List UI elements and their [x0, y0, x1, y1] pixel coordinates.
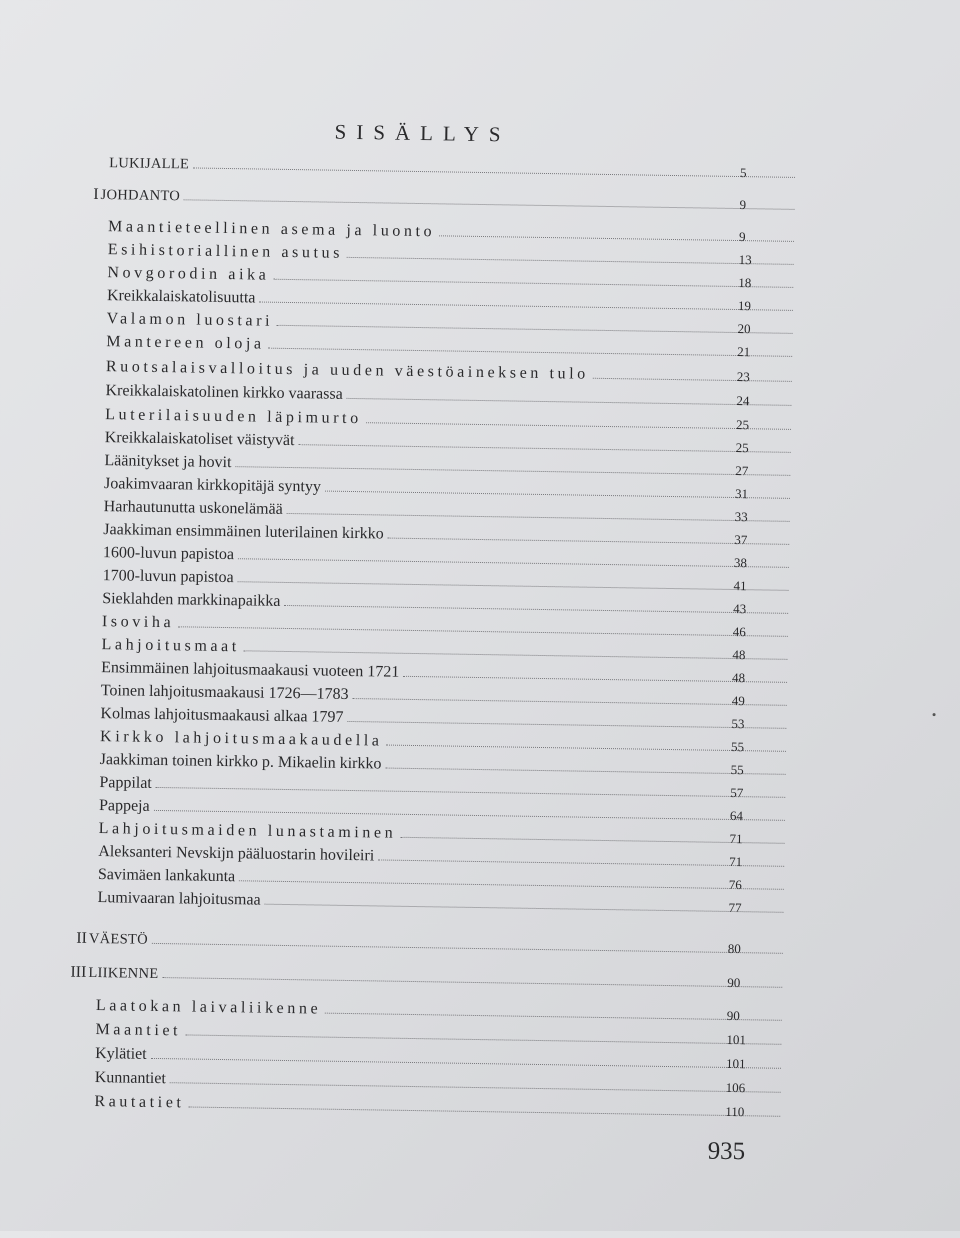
- toc-entry-title: JOHDANTO: [100, 187, 181, 205]
- toc-page-number: 64: [729, 807, 744, 824]
- dot-leader: [325, 1013, 782, 1021]
- toc-entry-title: Mantereen oloja: [106, 333, 265, 353]
- toc-page-number: 90: [726, 1007, 740, 1024]
- toc-entry-title: Ensimmäinen lahjoitusmaakausi vuoteen 1721: [101, 659, 400, 681]
- toc-page-number: 38: [733, 554, 748, 571]
- toc-entry-title: 1700-luvun papistoa: [102, 567, 234, 587]
- toc-page-number: 33: [734, 509, 748, 525]
- toc-entry-title: Kreikkalaiskatolisuutta: [106, 287, 256, 307]
- toc-page-number: 55: [730, 761, 744, 778]
- toc-entry-title: Aleksanteri Nevskijn pääluostarin hovileiri: [98, 843, 375, 865]
- page-title: SISÄLLYS: [334, 119, 511, 147]
- toc-entry-title: Kunnantiet: [94, 1069, 166, 1088]
- toc-page-number: 71: [729, 830, 743, 847]
- toc-page-number: 37: [734, 532, 748, 548]
- toc-page-number: 46: [732, 623, 746, 640]
- dot-leader: [239, 880, 784, 890]
- dot-leader: [273, 279, 793, 288]
- toc-entry-title: Toinen lahjoitusmaakausi 1726—1783: [100, 682, 349, 703]
- toc-page-number: 77: [728, 899, 742, 916]
- toc-entry: [4, 182, 960, 219]
- toc-entry: [0, 926, 953, 963]
- dot-leader: [386, 745, 785, 752]
- toc-entry-title: Luterilaisuuden läpimurto: [105, 406, 362, 428]
- toc-entry-title: Harhautunutta uskonelämää: [103, 498, 283, 518]
- toc-entry-title: Kirkko lahjoitusmaakaudella: [99, 728, 383, 750]
- toc-entry-title: Jaakkiman ensimmäinen luterilainen kirkko: [103, 521, 384, 543]
- toc-entry-title: Rautatiet: [94, 1093, 185, 1112]
- toc-page-number: 101: [726, 1031, 747, 1048]
- dot-leader: [378, 859, 784, 866]
- toc-page-number: 48: [732, 669, 746, 686]
- toc-page-number: 110: [725, 1103, 745, 1120]
- toc-entry-title: VÄESTÖ: [88, 930, 149, 948]
- toc-page-number: 18: [738, 275, 752, 291]
- toc-page-number: 41: [733, 577, 747, 594]
- toc-page-number: 21: [737, 344, 751, 360]
- toc-entry-title: Maantieteellinen asema ja luonto: [107, 218, 436, 241]
- dot-leader: [178, 626, 788, 637]
- toc-entry-title: Kylätiet: [95, 1045, 147, 1063]
- toc-page-number: 9: [739, 197, 747, 213]
- toc-page-number: 27: [735, 463, 749, 479]
- toc-page-number: 5: [739, 165, 747, 181]
- dot-leader: [184, 199, 794, 210]
- toc-entry-title: Pappilat: [99, 774, 152, 792]
- toc-entry-title: Esihistoriallinen asutus: [107, 241, 344, 262]
- toc-page-number: 101: [725, 1055, 746, 1072]
- toc-entry: [5, 151, 960, 188]
- dot-leader: [238, 581, 789, 591]
- dot-leader: [154, 810, 785, 821]
- dot-leader: [152, 943, 783, 954]
- toc-page-number: 24: [736, 393, 750, 409]
- toc-page-number: 25: [735, 440, 749, 456]
- toc-page-number: 80: [727, 940, 741, 957]
- toc-page-number: 48: [732, 646, 746, 663]
- dot-leader: [193, 167, 795, 177]
- dot-leader: [347, 721, 786, 729]
- dot-leader: [298, 444, 790, 453]
- toc-entry-title: Laatokan laivaliikenne: [95, 997, 322, 1018]
- toc-entry-title: Läänitykset ja hovit: [104, 452, 232, 472]
- dot-leader: [238, 558, 789, 568]
- dot-leader: [151, 1058, 781, 1069]
- toc-page-number: 13: [738, 252, 752, 268]
- toc-entry-title: LUKIJALLE: [109, 155, 190, 173]
- dot-leader: [259, 302, 793, 311]
- toc-page-number: 90: [727, 974, 741, 991]
- toc-entry-title: Lahjoitusmaiden lunastaminen: [98, 820, 397, 842]
- toc-entry-title: Valamon luostari: [106, 310, 274, 330]
- toc-page-number: 71: [729, 853, 743, 870]
- toc-entry-title: Lahjoitusmaat: [101, 636, 241, 656]
- toc-page-number: 49: [731, 692, 745, 709]
- dot-leader: [347, 398, 792, 406]
- dot-leader: [400, 837, 784, 844]
- dot-leader: [269, 348, 793, 357]
- toc-chapter-roman: II: [76, 929, 88, 947]
- page-number: 935: [707, 1137, 746, 1166]
- dot-leader: [156, 787, 786, 798]
- toc-page-number: 43: [733, 600, 747, 617]
- dot-leader: [277, 325, 792, 334]
- toc-page-number: 57: [730, 784, 744, 801]
- dot-leader: [265, 904, 784, 913]
- dot-leader: [170, 1082, 781, 1093]
- dot-leader: [185, 1034, 781, 1044]
- toc-page-number: 20: [737, 321, 751, 337]
- toc-entry-title: Kreikkalaiskatoliset väistyvät: [104, 429, 295, 450]
- dot-leader: [403, 676, 787, 683]
- paper-speck: [933, 713, 936, 716]
- toc-entry-title: Pappeja: [98, 797, 150, 815]
- toc-page-number: 23: [736, 369, 750, 385]
- toc-entry-title: Ruotsalaisvalloitus ja uuden väestöaineksen tulo: [105, 358, 589, 383]
- dot-leader: [287, 513, 790, 522]
- toc-page-number: 19: [737, 298, 752, 314]
- dot-leader: [325, 491, 790, 499]
- toc-page-number: 25: [735, 417, 750, 433]
- toc-entry-title: LIIKENNE: [88, 964, 159, 983]
- toc-entry-title: Savimäen lankakunta: [97, 866, 236, 886]
- toc-page-number: 106: [725, 1079, 746, 1096]
- dot-leader: [385, 768, 785, 775]
- toc-entry-title: 1600-luvun papistoa: [102, 544, 235, 564]
- toc-entry-title: Novgorodin aika: [107, 264, 270, 284]
- dot-leader: [244, 650, 788, 660]
- toc-page-number: 9: [738, 229, 746, 245]
- dot-leader: [347, 257, 794, 265]
- dot-leader: [235, 466, 790, 476]
- toc-page-number: 76: [728, 876, 742, 893]
- toc-entry: [0, 960, 952, 997]
- toc-chapter-roman: III: [70, 963, 87, 981]
- toc-entry-title: Jaakkiman toinen kirkko p. Mikaelin kirkko: [99, 751, 382, 773]
- toc-chapter-roman: I: [93, 185, 99, 203]
- dot-leader: [284, 605, 788, 614]
- toc-page-number: 53: [731, 715, 745, 732]
- toc-entry-title: Lumivaaran lahjoitusmaa: [97, 889, 261, 909]
- toc-entry-title: Joakimvaaran kirkkopitäjä syntyy: [103, 475, 322, 496]
- toc-page-number: 31: [734, 486, 749, 502]
- toc-entry-title: Isoviha: [101, 613, 175, 632]
- toc-entry-title: Sieklahden markkinapaikka: [102, 590, 281, 610]
- toc-entry-title: Kolmas lahjoitusmaakausi alkaa 1797: [100, 705, 344, 726]
- dot-leader: [366, 422, 791, 430]
- toc-entry-title: Maantiet: [95, 1021, 182, 1040]
- dot-leader: [188, 1106, 780, 1116]
- dot-leader: [388, 538, 790, 545]
- dot-leader: [162, 977, 782, 988]
- toc-entry-title: Kreikkalaiskatolinen kirkko vaarassa: [105, 382, 343, 403]
- dot-leader: [352, 698, 786, 706]
- toc-page-number: 55: [730, 738, 745, 755]
